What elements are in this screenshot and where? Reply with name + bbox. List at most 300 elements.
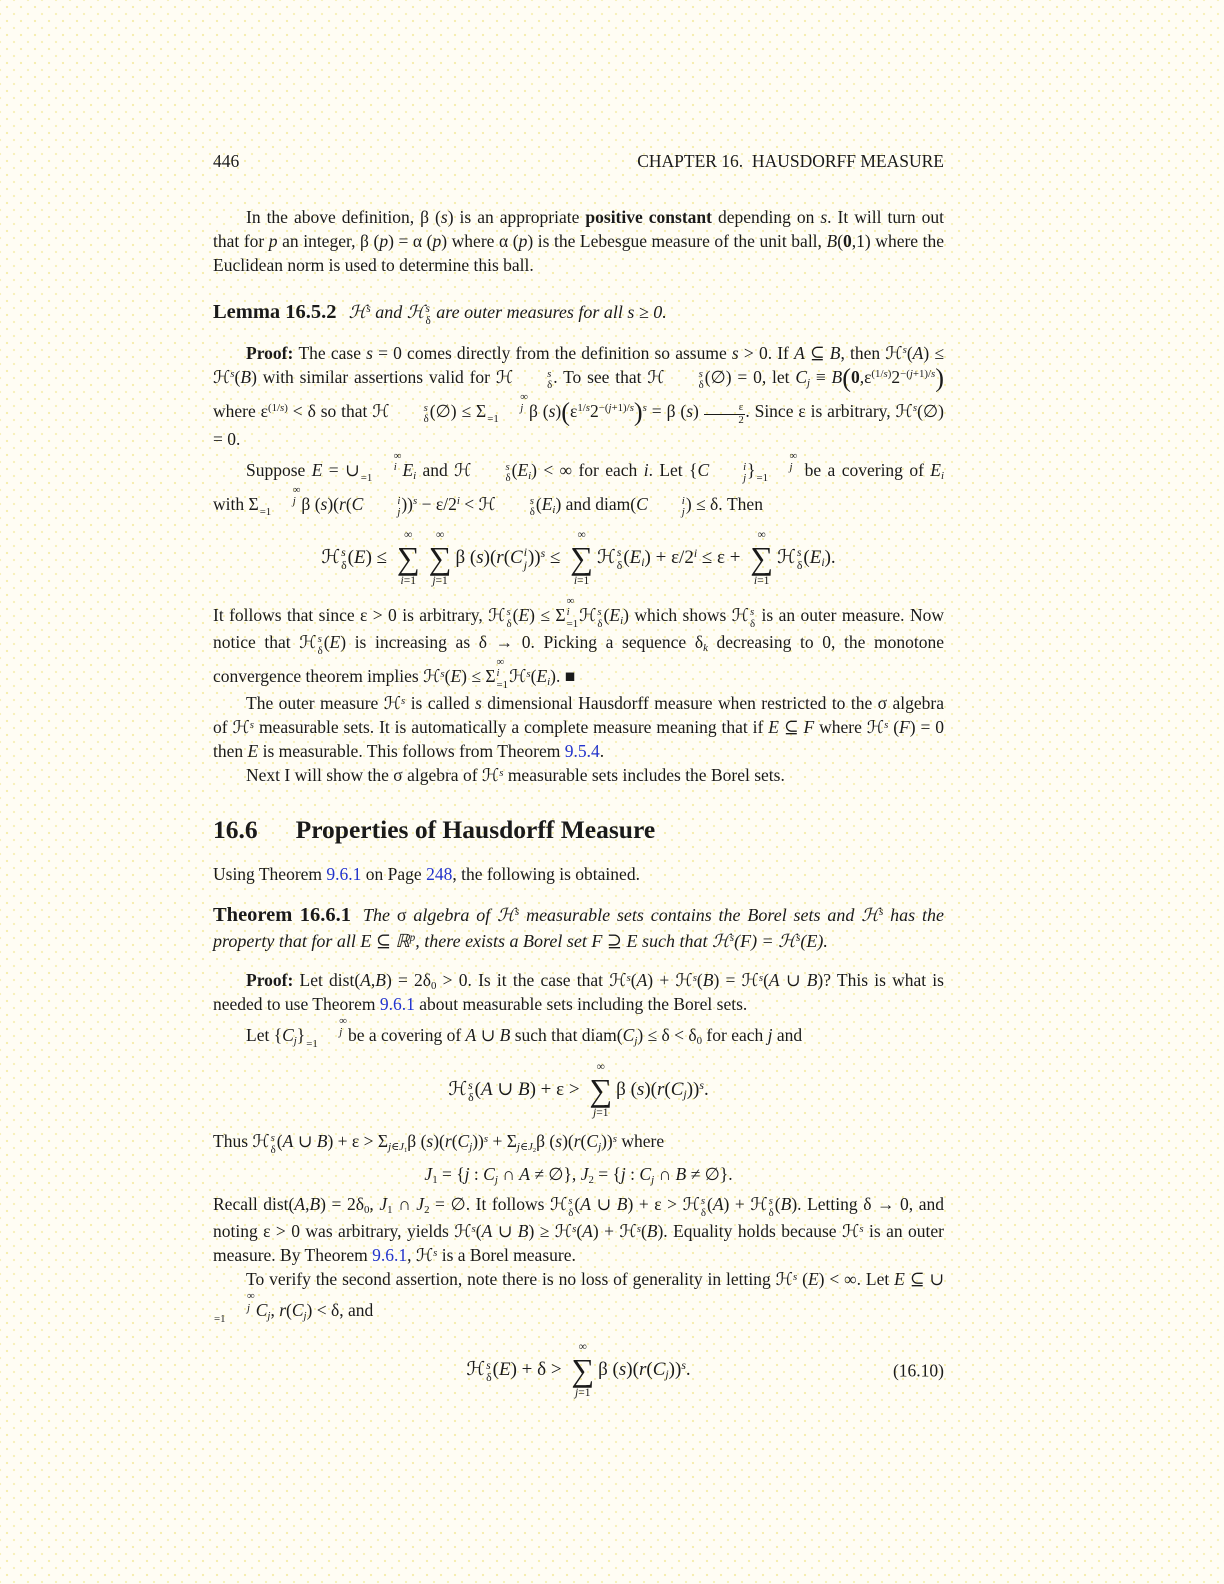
italic-text: s [548, 400, 556, 421]
summation-operator [429, 529, 452, 588]
italic-text: s [366, 303, 371, 316]
superscript: −(j+1)/s [900, 368, 936, 381]
stacked-scripts [214, 1291, 255, 1325]
lower-script [710, 473, 746, 484]
italic-text: E [311, 459, 323, 480]
superscript [433, 1247, 437, 1259]
superscript [793, 1271, 797, 1283]
italic-text: E [329, 631, 341, 652]
lower-script: j =1 [306, 1027, 347, 1050]
italic-text: J [580, 1164, 589, 1185]
italic-text: s [796, 932, 801, 945]
superscript [699, 1079, 704, 1092]
upper-script: ∞ [292, 483, 301, 496]
italic-text: i [641, 555, 645, 569]
italic-text: s [425, 303, 430, 316]
superscript [526, 668, 530, 680]
lower-script: δ [468, 1091, 474, 1105]
stacked-scripts [649, 496, 685, 519]
sigma-glyph: ∑ [396, 539, 420, 576]
stacked-scripts [666, 369, 704, 392]
italic-text: A [481, 1221, 493, 1242]
subscript [941, 470, 944, 482]
stacked-scripts [391, 403, 429, 426]
italic-text: s [931, 368, 936, 381]
italic-text: s [499, 766, 504, 779]
subscript [469, 1141, 472, 1153]
summation-operator [397, 529, 420, 588]
bold-text: Proof: [246, 970, 300, 991]
lower-script: j =1 [214, 1303, 255, 1326]
lower-script [364, 507, 400, 518]
lower-script: δ [425, 314, 431, 327]
cross-reference-link[interactable]: 9.6.1 [372, 1245, 408, 1266]
italic-text: s [642, 402, 647, 415]
italic-text: i [456, 495, 460, 508]
italic-text: j [651, 1174, 655, 1187]
italic-text: A [480, 1079, 493, 1100]
italic-text: j [464, 1164, 470, 1185]
stacked-scripts [426, 304, 431, 327]
italic-text: i [400, 574, 404, 587]
italic-text: s [320, 493, 328, 514]
stacked-scripts [597, 607, 602, 630]
bold-text: Proof: [246, 342, 299, 363]
italic-text: measurable sets contains the Borel sets and ℋ [519, 905, 879, 926]
theorem-proof-paragraph: Proof: Let dist(A,B) = $2\delta_0 > 0$. Is it the case that ℋ$^s$(A) + ℋ$^s$(B) = ℋ$^s$(A ∪ B)? This is what is needed to use Theorem 9.6.1 about measurable sets including the Borel sets. [213, 970, 944, 1015]
italic-text: A [519, 1164, 530, 1185]
stacked-scripts [361, 451, 402, 485]
italic-text: B [829, 342, 841, 363]
italic-text: C [483, 1164, 495, 1185]
italic-text: C [586, 1131, 599, 1152]
cross-reference-link[interactable]: 9.6.1 [326, 864, 362, 885]
italic-text: B [616, 1194, 628, 1215]
italic-text: j [397, 506, 401, 519]
italic-text: J [399, 1141, 404, 1154]
italic-text: s [883, 368, 888, 381]
italic-text: i [643, 459, 649, 480]
italic-text: C [795, 366, 807, 387]
italic-text: j [620, 1164, 626, 1185]
big-delimiter: ) [633, 397, 643, 427]
subscript [807, 377, 810, 389]
upper-script [649, 496, 685, 507]
italic-text: j [608, 402, 612, 415]
italic-text: j [681, 506, 685, 519]
sum-lower-limit: j=1 [432, 574, 448, 587]
italic-text: has the property that for all E ⊆ ℝ [213, 905, 945, 952]
bold-text: 0 [843, 231, 852, 251]
stacked-scripts [567, 596, 579, 630]
italic-text: C [697, 459, 710, 480]
superscript [484, 1133, 488, 1145]
summation-operator [571, 1341, 594, 1400]
italic-text: s [884, 718, 889, 731]
italic-text: j [516, 1141, 520, 1154]
upper-script [506, 607, 511, 618]
stacked-scripts [506, 607, 511, 630]
italic-text: E [768, 717, 779, 738]
lower-script: δ [506, 617, 512, 630]
superscript [884, 719, 888, 731]
italic-text: B [309, 1194, 321, 1215]
italic-text: A [636, 970, 648, 991]
superscript [627, 972, 631, 984]
subscript [634, 1035, 637, 1047]
italic-text: s [692, 971, 697, 984]
fraction [704, 402, 746, 427]
italic-text: i [528, 469, 532, 482]
lower-script: δ [317, 644, 323, 657]
upper-script [710, 462, 746, 473]
intro-paragraph: In the above definition, β (s) is an appropriate positive constant depending on s. It will turn out that for p an integer, β (p) = α (p) where α (p) is the Lebesgue measure of the unit ball, B(0,1) where the Euclidean norm is used to determine this ball. [213, 207, 945, 275]
upper-script [797, 547, 803, 559]
upper-script [364, 496, 400, 507]
italic-text: s [540, 546, 546, 560]
superscript [613, 1133, 617, 1145]
stacked-scripts [797, 547, 803, 572]
italic-text: i [393, 460, 397, 473]
italic-text: E [536, 666, 548, 686]
stacked-scripts [341, 547, 347, 572]
italic-text: F [803, 717, 815, 738]
lower-script: j =1 [260, 496, 301, 519]
italic-text: i [547, 676, 551, 689]
italic-text: E [518, 604, 530, 625]
italic-text: B [518, 1079, 530, 1100]
upper-script: ∞ [496, 655, 505, 668]
italic-text: C [652, 1359, 666, 1381]
lower-script: i =1 [496, 667, 509, 691]
subscript [413, 470, 416, 482]
lower-script: δ [529, 506, 535, 519]
lower-script: j =1 [487, 403, 528, 426]
lemma-16-5-2 [213, 299, 944, 328]
follows-paragraph: It follows that since ε > 0 is arbitrary, ℋ s δ (E) ≤ Σ ∞ i =1 ℋ s δ $(E_i)$ which shows ℋ s δ is an outer measure. Now notice that ℋ s δ (E) is increasing as δ → 0. Picking a sequence $\delta_k$ decreasing to 0, the monotone convergence theorem implies ℋ$^s$(E) ≤ Σ ∞ i =1 $ℋ^s(E_i)$. ■ [213, 594, 945, 691]
big-delimiter: ) [935, 362, 944, 392]
lower-script: i =1 [361, 462, 402, 485]
stacked-scripts [757, 451, 798, 485]
italic-text: r [638, 1359, 647, 1381]
italic-text: B [826, 231, 838, 251]
superscript [515, 906, 519, 918]
italic-text: s [597, 606, 602, 619]
lower-script: δ [768, 1206, 774, 1219]
superscript: 1/s [577, 402, 591, 415]
section-title: Properties of Hausdorff Measure [295, 815, 656, 845]
sigma-glyph: ∑ [589, 1072, 613, 1109]
italic-text: j [575, 1387, 579, 1400]
italic-text: j [469, 1141, 473, 1154]
italic-text: s [792, 1270, 798, 1283]
superscript: (1/s) [871, 368, 892, 381]
italic-text: p [518, 231, 528, 251]
italic-text: C [282, 1025, 294, 1046]
cross-reference-link[interactable]: 9.5.4 [564, 741, 600, 762]
stacked-scripts [524, 547, 527, 572]
superscript [637, 1223, 641, 1235]
italic-text: j [247, 1301, 251, 1314]
italic-text: p [268, 231, 278, 251]
italic-text: C [291, 1300, 304, 1321]
italic-text: s [555, 1131, 563, 1152]
cross-reference-link[interactable]: 248 [426, 864, 453, 885]
stacked-scripts [701, 1196, 706, 1219]
italic-text: j [494, 1174, 498, 1187]
statement-body: The σ algebra of ℋ$^s$ measurable sets contains the Borel sets and ℋ$^s$ has the property that for all E ⊆ ℝ$^p$, there exists a Borel set F ⊇ E such that ℋ$^s$(F) = ℋ$^s$(E). [213, 905, 945, 952]
subscript [528, 470, 531, 482]
theorem-16-6-1 [213, 902, 944, 954]
italic-text: j [683, 1088, 687, 1102]
big-delimiter: ( [561, 397, 570, 427]
lower-script: δ [698, 379, 704, 392]
italic-text: s [758, 971, 764, 984]
italic-text: s [612, 1132, 617, 1145]
stacked-scripts [710, 462, 746, 485]
italic-text: F [899, 717, 910, 738]
italic-text: i [523, 546, 527, 560]
italic-text: s [912, 402, 918, 415]
subscript [598, 1141, 601, 1153]
italic-text: A [712, 1194, 724, 1215]
italic-text: j [789, 460, 793, 473]
lower-script [524, 560, 527, 572]
big-delimiter: ( [842, 362, 851, 392]
italic-text: s [317, 633, 322, 646]
lower-script: δ [700, 1206, 707, 1219]
italic-text: E [353, 546, 366, 568]
italic-text: p [409, 932, 416, 945]
subscript: j∈J1 [388, 1141, 408, 1155]
lower-script: δ [597, 617, 603, 630]
bold-text: 0 [850, 366, 860, 387]
italic-text: A [768, 970, 780, 991]
italic-text: i [940, 469, 944, 482]
verify-paragraph: To verify the second assertion, note there is no loss of generality in letting ℋ$^s$ (E) < ∞. Let E ⊆ ∪ ∞ j =1 $C_j$, $r(C_j) < \delta$, and [214, 1269, 945, 1325]
italic-text: s [440, 667, 445, 680]
italic-text: s [426, 1131, 434, 1152]
stacked-scripts [486, 1360, 492, 1385]
lower-script: δ [616, 558, 623, 572]
italic-text: C [510, 546, 523, 568]
italic-text: B [831, 366, 843, 387]
italic-text: r [279, 1300, 286, 1321]
italic-text: A [580, 1194, 591, 1215]
italic-text: s [366, 342, 373, 363]
stacked-scripts [468, 1080, 474, 1105]
italic-text: s [636, 1079, 645, 1100]
stacked-scripts [487, 392, 528, 426]
lower-script: i =1 [566, 606, 579, 630]
summation-operator [570, 529, 593, 588]
italic-text: s [230, 368, 235, 381]
italic-text: s [572, 1222, 577, 1235]
italic-text: E [541, 493, 553, 514]
italic-text: E [629, 546, 642, 568]
italic-text: (F) = ℋ [734, 931, 796, 952]
italic-text: s [636, 1222, 641, 1235]
superscript [413, 495, 417, 507]
italic-text: B [675, 1164, 687, 1185]
italic-text: j [593, 1107, 597, 1120]
superscript [366, 303, 370, 315]
superscript [401, 695, 405, 707]
subscript [547, 676, 550, 688]
superscript [572, 1223, 576, 1235]
italic-text: s [401, 694, 406, 707]
italic-text: s [796, 546, 802, 560]
italic-text: B [702, 970, 714, 991]
italic-text: s [506, 606, 511, 619]
italic-text: C [670, 1079, 684, 1100]
lower-script: δ [486, 1371, 492, 1385]
italic-text: algebra of ℋ [406, 905, 515, 926]
italic-text: C [636, 493, 648, 514]
italic-text: s [731, 342, 739, 363]
subscript: 2 [424, 1204, 430, 1217]
stacked-scripts [364, 496, 400, 519]
italic-text: C [639, 1164, 652, 1185]
sum-lower-limit: i=1 [400, 574, 416, 587]
italic-text: s [585, 402, 591, 415]
subscript: j∈J2 [516, 1141, 537, 1155]
stacked-scripts [497, 496, 535, 519]
lemma-proof-paragraph: Proof: The case s = 0 comes directly from the definition so assume s > 0. If A ⊆ B, then ℋ$^s$(A) ≤ ℋ$^s$(B) with similar assertions valid for ℋ s δ . To see that ℋ s δ (∅) = 0, let $C_j \equiv B(0,\varepsilon^{(1/s)}2^{-(j+1)/s})$ where $\varepsilon^{(1/s)} < \delta$ so that ℋ s δ (∅) ≤ Σ ∞ j =1 β $(s)(\varepsilon^{1/s}2^{-(j+1)/s})^s = \beta$ (s) $\frac{\varepsilon}{2}$ . Since ε is arbitrary, ℋ$^s$(∅) = 0. [213, 342, 944, 449]
subscript [683, 1088, 686, 1101]
subscript: 0 [696, 1035, 703, 1048]
lower-script: δ [796, 558, 803, 572]
italic-text: s [526, 667, 531, 680]
italic-text: A [912, 342, 924, 363]
subscript: 0 [431, 980, 437, 993]
italic-text: E [499, 1359, 511, 1381]
upper-script: ∞ [789, 449, 798, 462]
sum-upper-limit: ∞ [435, 528, 445, 541]
italic-text: s [529, 495, 534, 507]
italic-text: The [363, 905, 397, 926]
italic-text: j [293, 1035, 297, 1048]
italic-text: E [517, 459, 529, 480]
subscript [821, 556, 824, 569]
cross-reference-link[interactable]: 9.6.1 [379, 994, 415, 1015]
italic-text: s [568, 1195, 573, 1208]
italic-text: C [622, 1025, 635, 1046]
italic-text: k [703, 641, 708, 654]
italic-text: j [303, 1310, 307, 1323]
italic-text: E [809, 546, 822, 568]
italic-text: J [527, 1141, 533, 1154]
italic-text: s [626, 971, 631, 984]
italic-text: J [424, 1164, 433, 1185]
chapter-running-title: CHAPTER 16. HAUSDORFF MEASURE [637, 151, 944, 171]
j-sets-equation: $J_1 = \{j$ : $C_j$ ∩ A ≠ ∅}, $J_2 = \{j$ : $C_j$ ∩ B ≠ ∅}. [424, 1164, 733, 1187]
italic-text: j [598, 1141, 602, 1154]
stacked-scripts [271, 1133, 276, 1156]
italic-text: j [520, 401, 524, 414]
italic-text: E [894, 1269, 905, 1290]
subscript [703, 642, 708, 654]
display-equation-3 [213, 1341, 944, 1400]
italic-text: s [616, 546, 622, 560]
subscript [651, 1174, 654, 1186]
italic-text: i [566, 606, 570, 619]
stacked-scripts [306, 1016, 347, 1050]
italic-text: s [468, 1078, 473, 1092]
lower-script [649, 507, 685, 518]
bold-text: positive constant [585, 207, 712, 227]
italic-text: p [379, 231, 389, 251]
italic-text: B [517, 1221, 529, 1242]
statement-body [348, 302, 667, 327]
italic-text: s [859, 1222, 864, 1235]
summation-operator [750, 529, 773, 588]
denominator: 2 [738, 413, 744, 426]
page-content [213, 150, 944, 1409]
subscript: 2 [532, 1147, 537, 1155]
equation-body: ℋ s δ (E) + δ > ∞ ∑ j=1 β $(s)(r(C_j))^s$. [466, 1341, 691, 1400]
stacked-scripts [617, 547, 623, 572]
suppose-paragraph: Suppose E = ∪ ∞ i =1 $E_i$ and ℋ s δ $(E_i)$ < ∞ for each i. Let {C i j } ∞ j =1 be a covering of $E_i$ with Σ ∞ j =1 β (s)(r(C i j ))$^s - \varepsilon/2^i$ < ℋ s δ $(E_i)$ and diam(C i j ) ≤ δ. Then [213, 449, 944, 519]
italic-text: s [280, 402, 285, 415]
italic-text: j [909, 368, 913, 381]
lower-script: δ [341, 558, 347, 572]
sigma-glyph: ∑ [570, 539, 593, 576]
sum-lower-limit: i=1 [573, 574, 590, 587]
italic-text: r [444, 1131, 452, 1152]
superscript [541, 547, 546, 560]
italic-text: r [496, 546, 504, 568]
italic-text: A [282, 1131, 294, 1152]
italic-text: J [416, 1194, 425, 1215]
italic-text: j [267, 1310, 271, 1323]
subscript [665, 1368, 668, 1381]
italic-text: j [665, 1368, 669, 1382]
italic-text: i [681, 495, 685, 507]
italic-text: s [729, 932, 735, 945]
stacked-scripts [497, 657, 509, 691]
italic-text: B [375, 970, 386, 991]
lower-script: δ [547, 379, 553, 392]
stacked-scripts [769, 1196, 774, 1219]
subscript [641, 556, 644, 569]
subscript: 1 [432, 1174, 438, 1187]
italic-text: s [341, 546, 346, 560]
italic-text: s [433, 1246, 438, 1259]
summation-operator [589, 1061, 612, 1120]
italic-text: , there exists a Borel set F ⊇ E such that ℋ [415, 931, 730, 952]
italic-text: s [423, 401, 428, 414]
superscript [759, 972, 763, 984]
stacked-scripts [472, 462, 510, 485]
subscript [495, 1174, 498, 1186]
sum-lower-limit: i=1 [753, 574, 770, 587]
italic-text: j [292, 495, 296, 507]
upper-script [750, 607, 755, 618]
italic-text: i [413, 469, 417, 482]
italic-text: s [618, 1359, 627, 1381]
superscript [913, 402, 917, 414]
upper-script: ∞ [339, 1015, 347, 1028]
superscript: −(j+1)/s [598, 402, 634, 415]
italic-text: i [620, 614, 624, 627]
italic-text: ℋ [348, 302, 367, 322]
italic-text: i [496, 667, 500, 680]
subscript [294, 1035, 297, 1047]
subscript [620, 615, 623, 627]
upper-script [617, 547, 623, 559]
equation-number: (16.10) [892, 1360, 944, 1381]
